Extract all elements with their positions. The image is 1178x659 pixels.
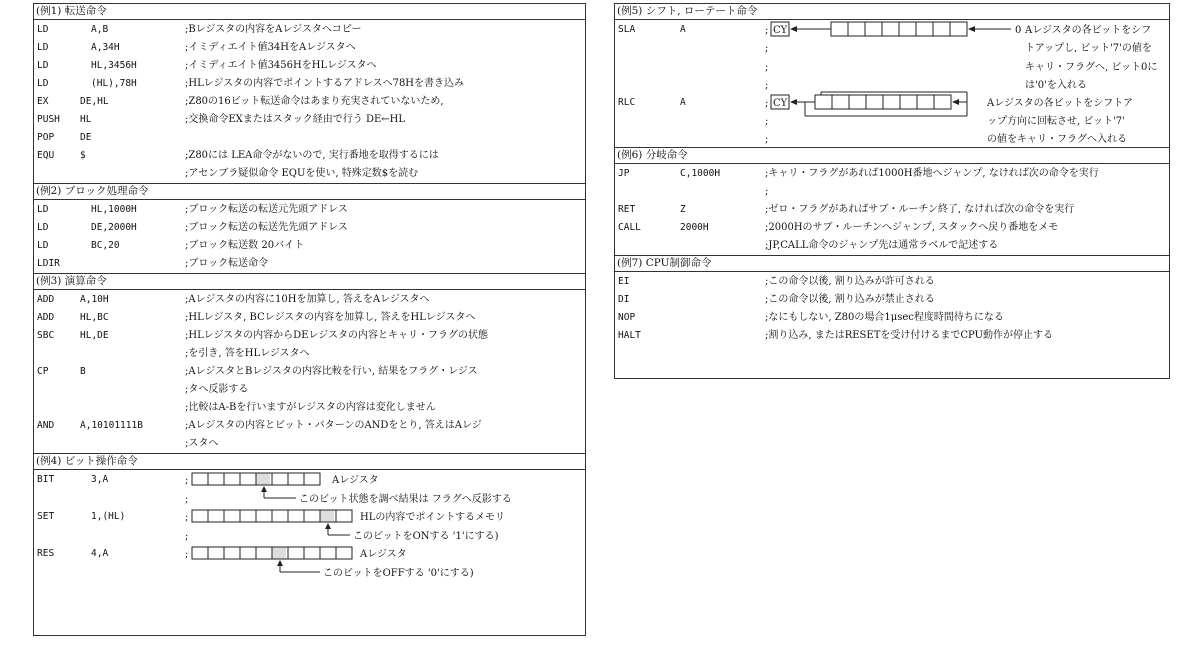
opcode: ADD xyxy=(37,294,55,305)
section-title: (例6) 分岐命令 xyxy=(615,148,1169,164)
comment: ;Z80の16ビット転送命令はあまり充実されていないため, xyxy=(185,96,444,107)
semicolon: ; xyxy=(185,531,189,542)
opcode: ADD xyxy=(37,312,55,323)
comment: ;この命令以後, 割り込みが許可される xyxy=(765,276,935,287)
semicolon: ; xyxy=(185,494,189,505)
bit-note: このビット状態を調べ結果は フラグへ反影する xyxy=(299,494,512,505)
operand: HL,3456H xyxy=(91,60,137,71)
code-row xyxy=(615,291,1169,309)
opcode: LD xyxy=(37,204,49,215)
comment: ;キャリ・フラグがあれば1000H番地へジャンプ, なければ次の命令を実行 xyxy=(765,168,1099,179)
opcode: AND xyxy=(37,420,55,431)
code-row xyxy=(34,237,585,255)
comment: ;HLレジスタの内容でポイントするアドレスへ78Hを書き込み xyxy=(185,78,465,89)
comment: ;比較はA-Bを行いますがレジスタの内容は変化しません xyxy=(185,402,436,413)
operand: A,34H xyxy=(91,42,120,53)
comment: ;アセンブラ疑似命令 EQUを使い, 特殊定数$を読む xyxy=(185,168,419,179)
opcode: SET xyxy=(37,511,55,522)
semicolon: ; xyxy=(765,43,769,54)
semicolon: ; xyxy=(185,512,189,523)
register-box-res xyxy=(192,547,352,559)
code-row xyxy=(615,219,1169,237)
code-row xyxy=(615,201,1169,219)
semicolon: ; xyxy=(185,475,189,486)
shift-diagram xyxy=(615,20,1171,147)
opcode: LD xyxy=(37,42,49,53)
opcode: RES xyxy=(37,548,55,559)
operand: 1,(HL) xyxy=(91,511,126,522)
code-row xyxy=(34,21,585,39)
code-row xyxy=(34,291,585,309)
section-title: (例5) シフト, ローテート命令 xyxy=(615,4,1169,20)
arrow-sla xyxy=(790,26,1011,32)
section-shift xyxy=(615,4,1169,147)
arrow-res xyxy=(277,560,320,572)
operand: (HL),78H xyxy=(91,78,137,89)
sla-desc: トアップし, ビット'7'の値を xyxy=(1025,43,1152,54)
operand: A,B xyxy=(91,24,109,35)
register-label: Aレジスタ xyxy=(360,549,407,560)
section-cpu xyxy=(615,255,1169,345)
comment: ;ブロック転送の転送元先頭アドレス xyxy=(185,204,348,215)
res-note: このビットをOFFする '0'にする) xyxy=(323,568,474,579)
comment: ;イミディエイト値34HをAレジスタへ xyxy=(185,42,356,53)
opcode: LD xyxy=(37,60,49,71)
opcode: SBC xyxy=(37,330,55,341)
opcode: DI xyxy=(618,294,630,305)
code-row xyxy=(34,327,585,345)
comment: ;AレジスタとBレジスタの内容比較を行い, 結果をフラグ・レジス xyxy=(185,366,478,377)
opcode: NOP xyxy=(618,312,636,323)
rlc-register xyxy=(815,95,951,109)
code-row xyxy=(34,417,585,435)
code-row xyxy=(34,165,585,183)
section-bit xyxy=(34,453,585,586)
operand: 2000H xyxy=(680,222,709,233)
code-row xyxy=(615,327,1169,345)
comment: ; xyxy=(765,186,769,197)
operand: $ xyxy=(80,150,86,161)
register-box-set xyxy=(192,510,352,522)
comment: ;なにもしない, Z80の場合1μsec程度時間待ちになる xyxy=(765,312,1004,323)
semicolon: ; xyxy=(765,116,769,127)
opcode: LD xyxy=(37,24,49,35)
operand: A xyxy=(680,97,686,108)
code-row xyxy=(34,201,585,219)
code-row xyxy=(34,345,585,363)
code-row xyxy=(615,273,1169,291)
section-arith xyxy=(34,273,585,453)
code-row xyxy=(34,363,585,381)
opcode: RET xyxy=(618,204,636,215)
comment: ;ブロック転送数 20バイト xyxy=(185,240,305,251)
code-row xyxy=(34,309,585,327)
comment: ;ブロック転送命令 xyxy=(185,258,269,269)
code-row xyxy=(34,111,585,129)
opcode: JP xyxy=(618,168,630,179)
zero-input: 0 xyxy=(1015,25,1022,36)
semicolon: ; xyxy=(765,62,769,73)
memory-label: HLの内容でポイントするメモリ xyxy=(360,512,506,523)
code-row xyxy=(34,381,585,399)
set-note: このビットをONする '1'にする) xyxy=(353,531,499,542)
sla-desc: は'0'を入れる xyxy=(1025,80,1087,91)
comment: ;Aレジスタの内容とビット・パターンのANDをとり, 答えはAレジ xyxy=(185,420,482,431)
operand: DE xyxy=(80,132,92,143)
code-row xyxy=(615,309,1169,327)
operand: HL,1000H xyxy=(91,204,137,215)
comment: ;タへ反影する xyxy=(185,384,249,395)
opcode: PUSH xyxy=(37,114,60,125)
comment: ;HLレジスタの内容からDEレジスタの内容とキャリ・フラグの状態 xyxy=(185,330,488,341)
operand: HL,BC xyxy=(80,312,109,323)
semicolon: ; xyxy=(765,80,769,91)
comment: ;Aレジスタの内容に10Hを加算し, 答えをAレジスタへ xyxy=(185,294,430,305)
comment: ;HLレジスタ, BCレジスタの内容を加算し, 答えをHLレジスタへ xyxy=(185,312,476,323)
operand: HL xyxy=(80,114,92,125)
opcode: LDIR xyxy=(37,258,60,269)
comment: ;2000Hのサブ・ルーチンへジャンプ, スタックへ戻り番地をメモ xyxy=(765,222,1059,233)
comment: ;Bレジスタの内容をAレジスタへコピー xyxy=(185,24,362,35)
semicolon: ; xyxy=(185,549,189,560)
code-row xyxy=(34,255,585,273)
code-row xyxy=(34,57,585,75)
opcode: LD xyxy=(37,78,49,89)
register-box-bit xyxy=(192,473,320,485)
code-row xyxy=(615,237,1169,255)
comment: ;を引き, 答をHLレジスタへ xyxy=(185,348,310,359)
rlc-desc: ップ方向に回転させ, ビット'7' xyxy=(987,116,1125,127)
code-row xyxy=(34,39,585,57)
code-row xyxy=(615,183,1169,201)
rlc-desc: の値をキャリ・フラグへ入れる xyxy=(987,134,1127,145)
arrow-bit xyxy=(261,486,296,498)
comment: ;この命令以後, 割り込みが禁止される xyxy=(765,294,935,305)
comment: ;JP,CALL命令のジャンプ先は通常ラベルで記述する xyxy=(765,240,999,251)
opcode: EQU xyxy=(37,150,55,161)
opcode: HALT xyxy=(618,330,641,341)
opcode: LD xyxy=(37,222,49,233)
code-row xyxy=(34,129,585,147)
comment: ;ブロック転送の転送先先頭アドレス xyxy=(185,222,348,233)
section-branch xyxy=(615,147,1169,255)
operand: DE,2000H xyxy=(91,222,137,233)
carry-label: CY xyxy=(773,98,788,109)
arrow-set xyxy=(325,523,350,535)
left-panel xyxy=(33,3,586,636)
comment: ;イミディエイト値3456HをHLレジスタへ xyxy=(185,60,377,71)
opcode: BIT xyxy=(37,474,55,485)
operand: Z xyxy=(680,204,686,215)
section-title: (例3) 演算命令 xyxy=(34,274,585,290)
opcode: CP xyxy=(37,366,49,377)
operand: A,10101111B xyxy=(80,420,143,431)
section-title: (例7) CPU制御命令 xyxy=(615,256,1169,272)
carry-label: CY xyxy=(773,25,788,36)
opcode: SLA xyxy=(618,24,636,35)
code-row xyxy=(34,399,585,417)
sla-register xyxy=(831,22,967,36)
section-title: (例2) ブロック処理命令 xyxy=(34,184,585,200)
semicolon: ; xyxy=(765,98,769,109)
rlc-desc: Aレジスタの各ビットをシフトア xyxy=(987,98,1133,109)
arrow-rlc xyxy=(790,92,967,116)
operand: B xyxy=(80,366,86,377)
code-row xyxy=(34,147,585,165)
opcode: RLC xyxy=(618,97,636,108)
operand: A xyxy=(680,24,686,35)
opcode: EI xyxy=(618,276,630,287)
comment: ;ゼロ・フラグがあればサブ・ルーチン終了, なければ次の命令を実行 xyxy=(765,204,1075,215)
section-title: (例1) 転送命令 xyxy=(34,4,585,20)
code-row xyxy=(34,93,585,111)
comment: ;Z80には LEA命令がないので, 実行番地を取得するには xyxy=(185,150,439,161)
opcode: POP xyxy=(37,132,55,143)
operand: DE,HL xyxy=(80,96,109,107)
right-panel xyxy=(614,3,1170,379)
sla-desc: Aレジスタの各ビットをシフ xyxy=(1025,25,1152,36)
semicolon: ; xyxy=(765,134,769,145)
code-row xyxy=(615,165,1169,183)
section-title: (例4) ビット操作命令 xyxy=(34,454,585,470)
operand: 4,A xyxy=(91,548,109,559)
operand: HL,DE xyxy=(80,330,109,341)
operand: C,1000H xyxy=(680,168,721,179)
operand: 3,A xyxy=(91,474,109,485)
section-block xyxy=(34,183,585,273)
sla-desc: キャリ・フラグへ, ビット0に xyxy=(1025,62,1158,73)
register-label: Aレジスタ xyxy=(332,475,379,486)
operand: BC,20 xyxy=(91,240,120,251)
semicolon: ; xyxy=(765,25,769,36)
opcode: LD xyxy=(37,240,49,251)
code-row xyxy=(34,75,585,93)
operand: A,10H xyxy=(80,294,109,305)
code-row xyxy=(34,219,585,237)
bit-diagram xyxy=(34,470,587,585)
opcode: CALL xyxy=(618,222,641,233)
opcode: EX xyxy=(37,96,49,107)
comment: ;割り込み, またはRESETを受け付けるまでCPU動作が停止する xyxy=(765,330,1054,341)
comment: ;スタへ xyxy=(185,438,219,449)
section-transfer xyxy=(34,4,585,183)
comment: ;交換命令EXまたはスタック経由で行う DE←HL xyxy=(185,114,406,125)
code-row xyxy=(34,435,585,453)
